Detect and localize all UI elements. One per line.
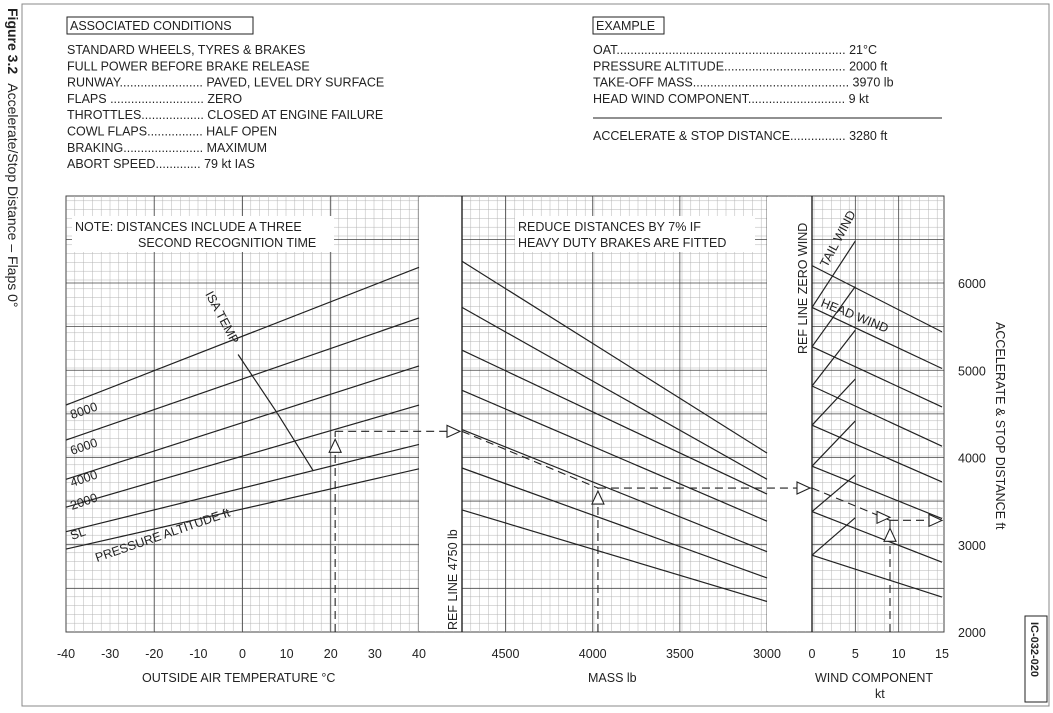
- x-axis-title-temperature: OUTSIDE AIR TEMPERATURE °C: [142, 671, 336, 685]
- example-line: HEAD WIND COMPONENT............................ 9 kt: [593, 91, 869, 106]
- x-axis-title-mass: MASS lb: [588, 671, 637, 685]
- figure-title: Accelerate/Stop Distance – Flaps 0°: [5, 83, 21, 308]
- y-tick-label: 2000: [958, 626, 986, 640]
- conditions-heading: ASSOCIATED CONDITIONS: [70, 19, 232, 33]
- y-tick-label: 4000: [958, 451, 986, 466]
- x-tick-wind: 0: [808, 647, 816, 661]
- example-line: OAT.................................................................. 21°C: [593, 43, 877, 57]
- condition-line: FULL POWER BEFORE BRAKE RELEASE: [67, 59, 310, 74]
- label-alt-4000: 4000: [68, 467, 100, 490]
- condition-line: COWL FLAPS................ HALF OPEN: [67, 124, 277, 139]
- y-tick-label: 3000: [958, 538, 986, 553]
- condition-line: ABORT SPEED............. 79 kt IAS: [67, 157, 255, 172]
- x-tick-temperature: 30: [367, 647, 382, 661]
- example-list: [593, 43, 894, 106]
- condition-line: RUNWAY........................ PAVED, LEVEL DRY SURFACE: [67, 75, 385, 90]
- label-pressure-altitude: PRESSURE ALTITUDE ft: [93, 505, 232, 565]
- example-line: PRESSURE ALTITUDE................................... 2000 ft: [593, 59, 888, 74]
- example-result: ACCELERATE & STOP DISTANCE................ 3280 ft: [593, 129, 888, 143]
- x-tick-wind: 10: [891, 647, 906, 661]
- x-tick-temperature: 10: [279, 647, 294, 661]
- grid: [66, 196, 944, 632]
- x-tick-mass: 3000: [753, 647, 781, 661]
- x-tick-temperature: -10: [189, 647, 208, 661]
- label-alt-sl: SL: [68, 524, 88, 543]
- y-axis-title: ACCELERATE & STOP DISTANCE ft: [993, 322, 1007, 530]
- label-alt-6000: 6000: [68, 435, 100, 458]
- x-tick-wind: 15: [935, 647, 949, 661]
- label-ref-line-mass: REF LINE 4750 lb: [446, 529, 460, 630]
- condition-line: THROTTLES.................. CLOSED AT ENGINE FAILURE: [67, 108, 384, 123]
- example-line: TAKE-OFF MASS............................................. 3970 lb: [593, 75, 894, 90]
- label-alt-8000: 8000: [68, 399, 100, 422]
- x-tick-mass: 4000: [578, 647, 607, 661]
- figure-code: IC-032-020: [1028, 622, 1040, 678]
- note-brakes-line2: HEAVY DUTY BRAKES ARE FITTED: [518, 236, 727, 250]
- label-tail-wind: TAIL WIND: [817, 208, 859, 270]
- x-axis-title-wind: WIND COMPONENT: [815, 671, 934, 685]
- x-axis-title-wind-unit: kt: [875, 687, 885, 701]
- x-tick-temperature: -20: [145, 647, 164, 661]
- x-tick-mass: 4500: [491, 647, 520, 661]
- y-tick-label: 6000: [958, 277, 986, 291]
- label-ref-line-wind: REF LINE ZERO WIND: [796, 222, 810, 354]
- x-tick-temperature: 0: [239, 647, 246, 661]
- x-tick-temperature: 20: [323, 647, 338, 661]
- y-tick-label: 5000: [958, 364, 986, 379]
- condition-line: STANDARD WHEELS, TYRES & BRAKES: [67, 43, 306, 57]
- x-tick-temperature: -30: [101, 647, 120, 661]
- label-alt-2000: 2000: [68, 490, 100, 513]
- x-tick-temperature: 40: [412, 647, 426, 661]
- x-tick-temperature: -40: [56, 647, 76, 661]
- conditions-list: [67, 43, 384, 171]
- x-tick-mass: 3500: [665, 647, 694, 661]
- note-brakes-line1: REDUCE DISTANCES BY 7% IF: [518, 220, 701, 234]
- condition-line: BRAKING....................... MAXIMUM: [67, 140, 268, 155]
- figure-number: Figure 3.2: [5, 8, 21, 75]
- note-recognition-line1: NOTE: DISTANCES INCLUDE A THREE: [75, 220, 302, 234]
- figure-caption: [5, 8, 21, 308]
- label-isa-temp: ISA TEMP: [202, 288, 242, 347]
- note-recognition-line2: SECOND RECOGNITION TIME: [138, 236, 317, 250]
- label-head-wind: HEAD WIND: [818, 295, 891, 336]
- condition-line: FLAPS ........................... ZERO: [67, 91, 243, 106]
- example-heading: EXAMPLE: [596, 19, 656, 33]
- x-tick-wind: 5: [851, 647, 859, 661]
